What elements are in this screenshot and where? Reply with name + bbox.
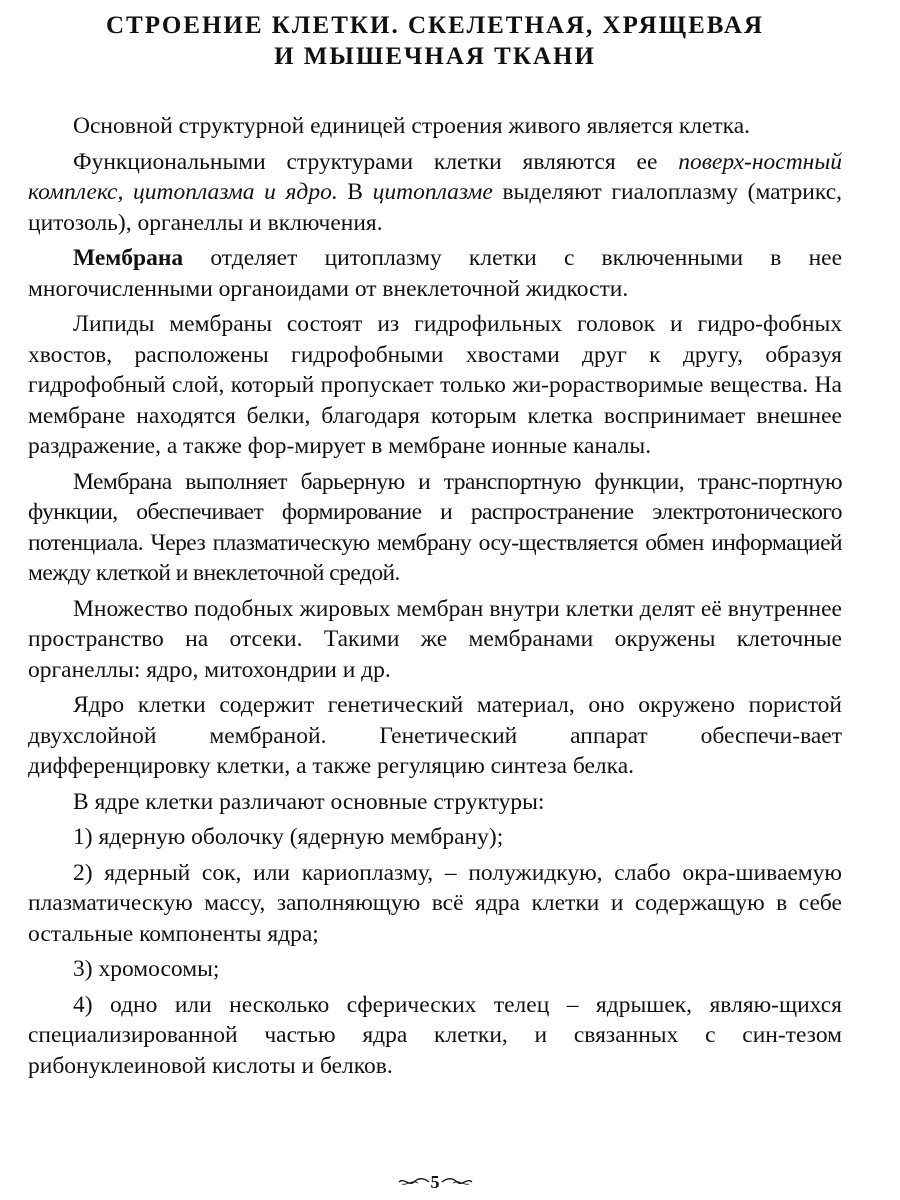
book-page	[28, 0, 842, 1200]
bold-term-membrane: Мембрана	[73, 245, 184, 271]
paragraph-internal-membranes: Множество подобных жировых мембран внутри клетки делят её внутреннее пространство на отсеки. Такими же мембранами окружены клеточные органеллы: ядро, митохондрии и др.	[28, 595, 842, 683]
paragraph-membrane	[28, 243, 842, 304]
italic-term-cytoplasm: цитоплазме	[372, 179, 493, 205]
page-number: 5	[430, 1171, 440, 1192]
italic-term-surface-complex: поверх-ностный комплекс, цитоплазма и ядро.	[28, 148, 842, 205]
text-run: выделяют гиалоплазму (матрикс, цитозоль), органеллы и включения.	[28, 179, 843, 236]
paragraph-nucleus: Ядро клетки содержит генетический материал, оно окружено пористой двухслойной мембраной. Генетический аппарат обеспечи-вает дифференцировку клетки, а также регуляцию синтеза белка.	[28, 692, 842, 779]
list-item-1: 1) ядерную оболочку (ядерную мембрану);	[73, 824, 504, 850]
page-title	[28, 10, 842, 72]
list-item-2: 2) ядерный сок, или кариоплазму, – полужидкую, слабо окра-шиваемую плазматическую массу, заполняющую всё ядра клетки и содержащую в себе остальные компоненты ядра;	[28, 859, 842, 947]
text-run: В	[337, 179, 373, 205]
scroll-flourish-icon	[398, 1176, 430, 1188]
paragraph-cell-unit: Основной структурной единицей строения живого является клетка.	[73, 113, 751, 139]
list-item-4: 4) одно или несколько сферических телец – ядрышек, являю-щихся специализированной частью ядра клетки, и связанных с син-тезом рибонуклеиновой кислоты и белков.	[28, 991, 842, 1079]
scroll-flourish-icon	[441, 1176, 473, 1188]
list-item-3: 3) хромосомы;	[73, 956, 220, 982]
title-line-1: СТРОЕНИЕ КЛЕТКИ. СКЕЛЕТНАЯ, ХРЯЩЕВАЯ	[106, 12, 764, 39]
title-line-2: И МЫШЕЧНАЯ ТКАНИ	[274, 43, 596, 70]
page-number-footer	[28, 1170, 842, 1192]
text-run: Функциональными структурами клетки являются ее	[73, 148, 679, 175]
body-text	[28, 111, 842, 1081]
paragraph-cell-structures	[28, 147, 842, 239]
paragraph-membrane-functions: Мембрана выполняет барьерную и транспортную функции, транс-портную функции, обеспечивает формирование и распространение электротонического потенциала. Через плазматическую мембрану осу-ществляется обмен информацией между клеткой и внеклеточной средой.	[28, 468, 842, 586]
paragraph-lipids: Липиды мембраны состоят из гидрофильных головок и гидро-фобных хвостов, расположены гидрофобными хвостами друг к другу, образуя гидрофобный слой, который пропускает только жи-рорастворимые вещества. На мембране находятся белки, благодаря которым клетка воспринимает внешнее раздражение, а также фор-мирует в мембране ионные каналы.	[28, 311, 842, 459]
text-run: отделяет цитоплазму клетки с включенными в нее многочисленными органоидами от внеклеточной жидкости.	[28, 245, 842, 302]
paragraph-nucleus-structures-intro: В ядре клетки различают основные структуры:	[73, 788, 545, 815]
